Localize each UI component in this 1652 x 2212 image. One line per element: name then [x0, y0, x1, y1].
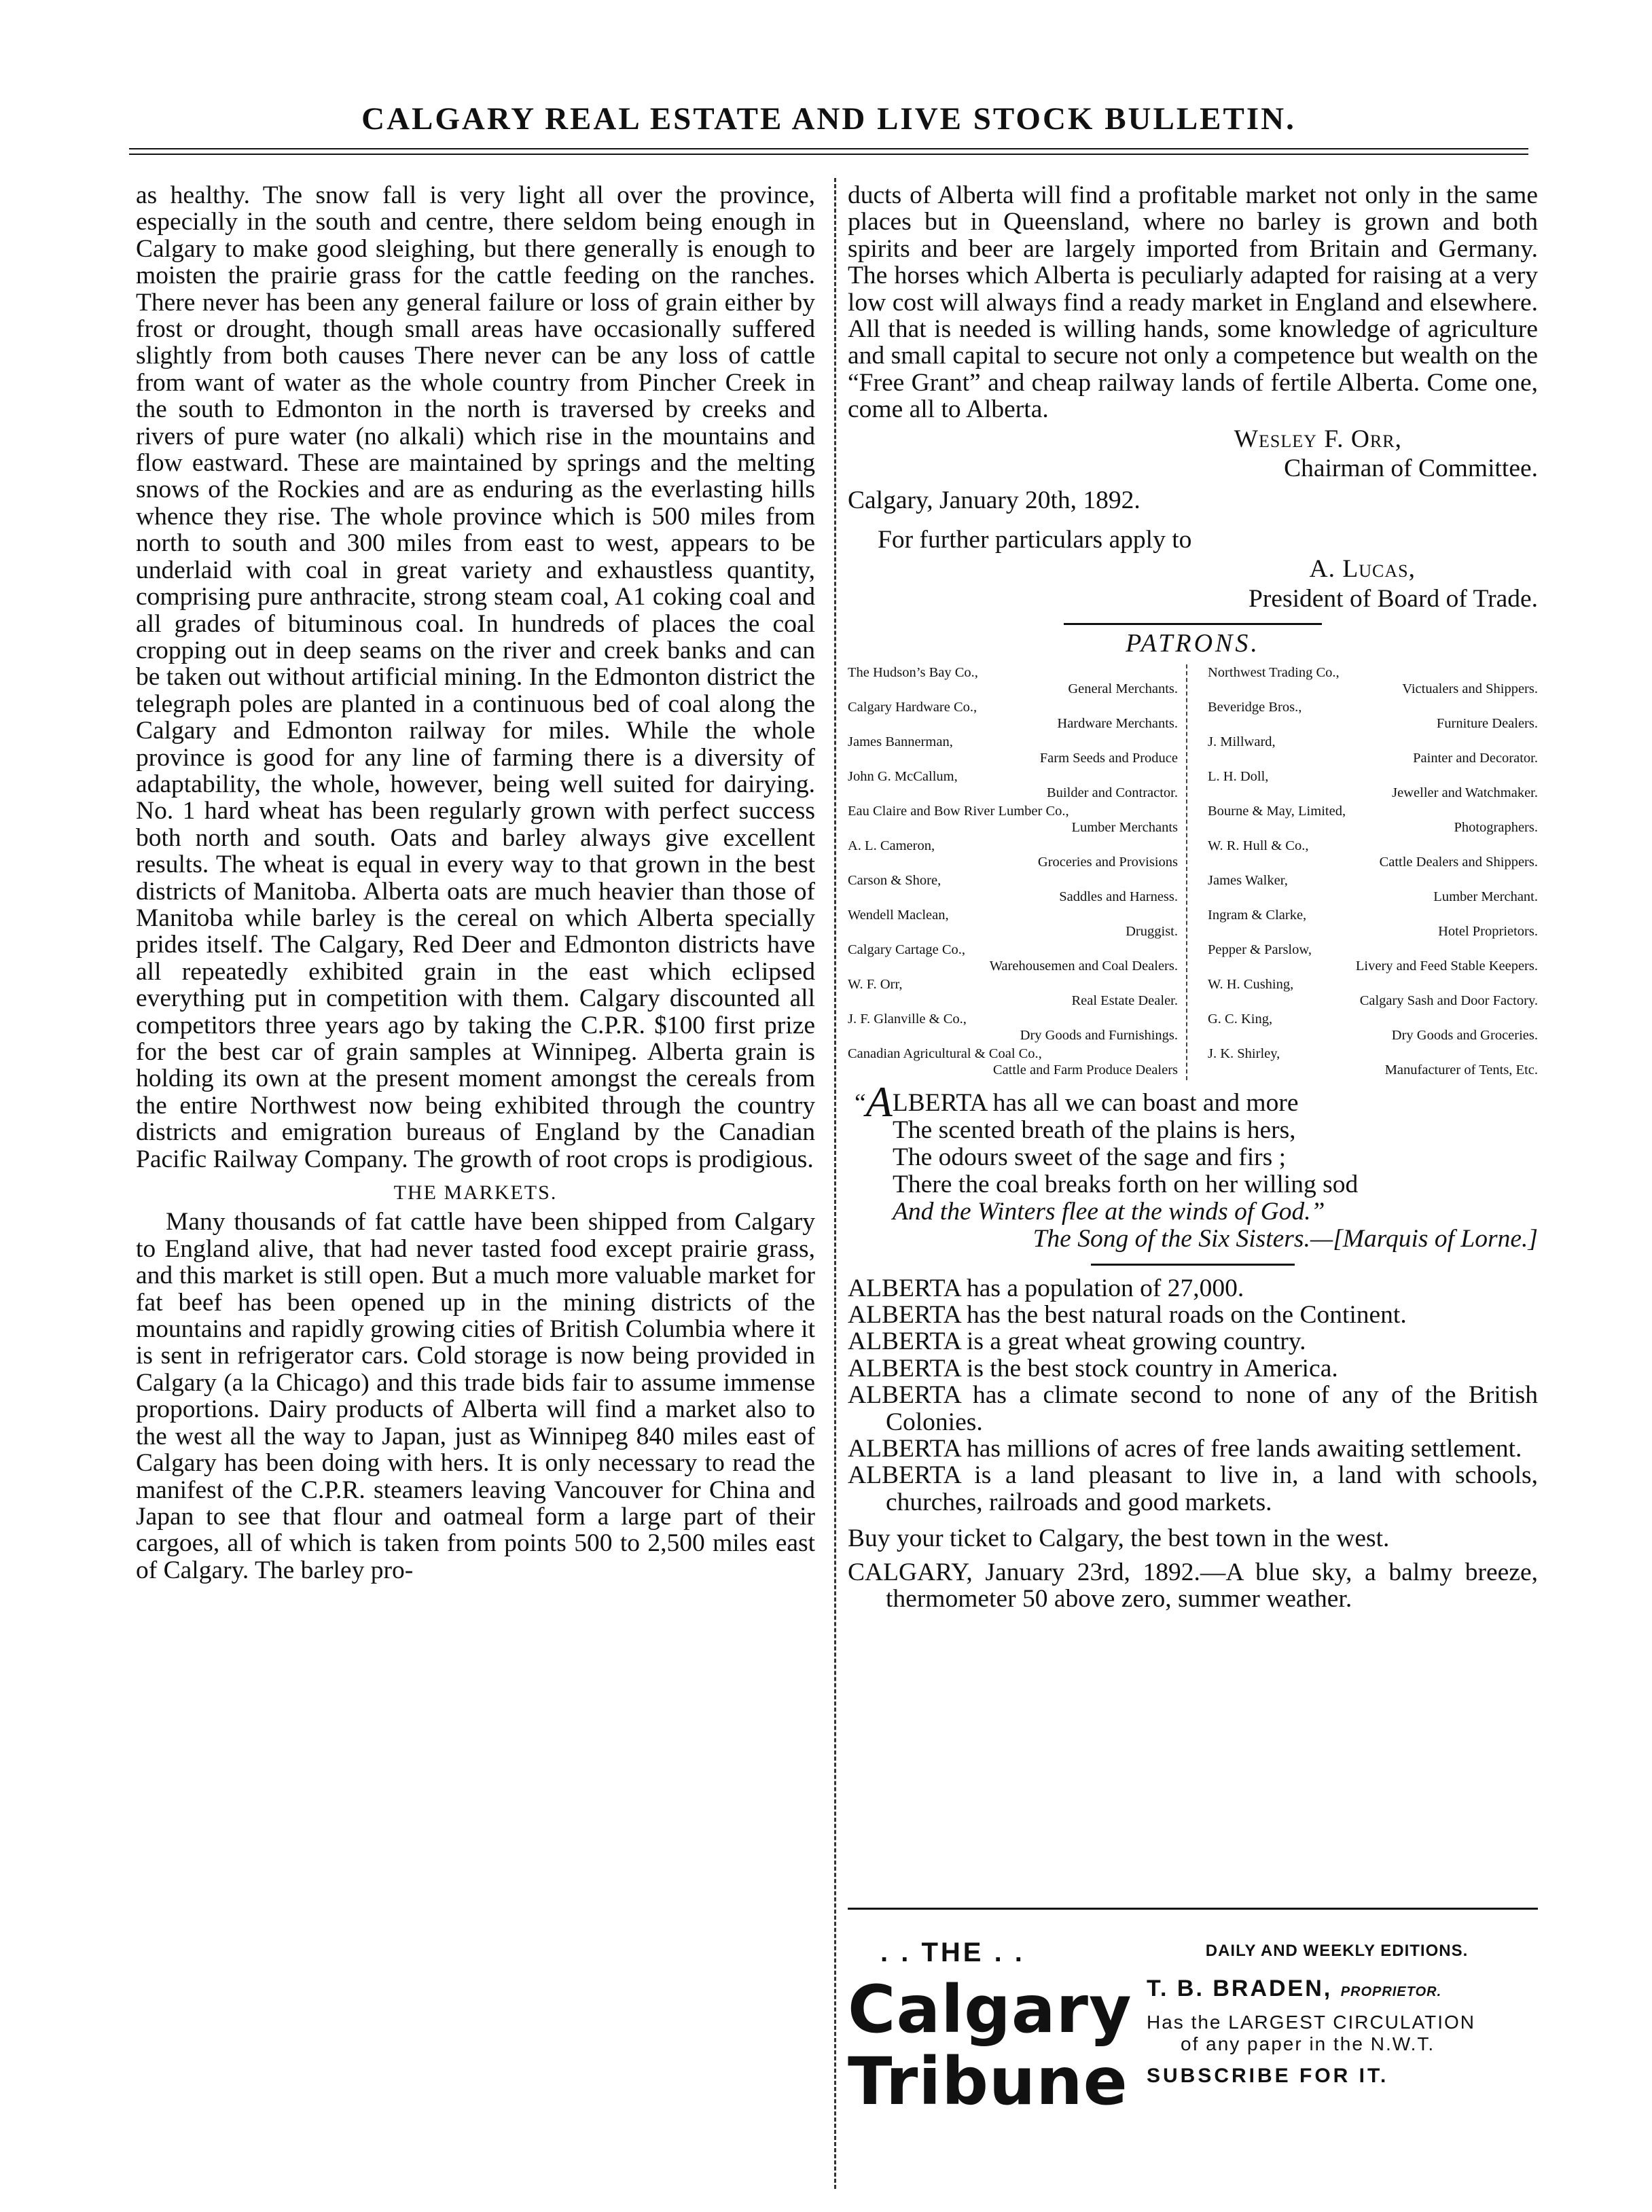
patron-entry	[848, 1046, 1178, 1079]
patron-entry	[848, 699, 1178, 732]
patron-name: J. F. Glanville & Co.,	[848, 1011, 967, 1027]
patron-entry	[1208, 664, 1538, 698]
patron-entry	[848, 942, 1178, 975]
patron-name: Calgary Cartage Co.,	[848, 942, 966, 957]
tribune-logo-line-1: Calgary	[848, 1972, 1132, 2048]
signer-title: Chairman of Committee.	[1284, 454, 1538, 483]
patron-name: Canadian Agricultural & Coal Co.,	[848, 1046, 1042, 1061]
patron-entry	[1208, 1011, 1538, 1044]
tribune-advertisement	[848, 1908, 1534, 2166]
patron-entry	[848, 838, 1178, 871]
fact-item: ALBERTA has the best natural roads on the Continent.	[848, 1300, 1407, 1329]
left-paragraph-1: as healthy. The snow fall is very light all over the province, especially in the south and centre, there seldom being enough in Calgary to make good sleighing, but there generally is enough to moisten the prairie grass for the cattle feeding on the ranches. There never has been any general failure or loss of grain either by frost or drought, though small areas have occasionally suffered slightly from both causes There never can be any loss of cattle from want of water as the whole country from Pincher Creek in the south to Edmonton in the north is traversed by creeks and rivers of pure water (no alkali) which rise in the mountains and flow eastward. These are maintained by springs and the melting snows of the Rockies and are as enduring as the everlasting hills whence they rise. The whole province which is 500 miles from north to south and 300 miles from east to west, appears to be underlaid with coal in great variety and exhaustless quantity, comprising pure anthracite, strong steam coal, A1 coking coal and all grades of bituminous coal. In hundreds of places the coal cropping out in deep seams on the river and creek banks and can be taken out without artificial mining. In the Edmonton district the telegraph poles are planted in a continuous bed of coal along the Calgary and Edmonton railway for miles. While the whole province is good for any line of farming there is a diversity of adaptability, the whole, however, being well suited for dairying. No. 1 hard wheat has been regularly grown with perfect success both north and south. Oats and barley always give excellent results. The wheat is equal in every way to that grown in the best districts of Manitoba. Alberta oats are much heavier than those of Manitoba while barley is the cereal on which Alberta specially prides itself. The Calgary, Red Deer and Edmonton districts have all repeatedly exhibited grain in the east which eclipsed everything put in competition with them. Calgary discounted all competitors three years ago by taking the C.P.R. $100 first prize for the best car of grain samples at Winnipeg. Alberta grain is holding its own at the present moment amongst the cereals from the entire Northwest now being exhibited through the country districts and emigration bureaus of England by the Canadian Pacific Railway Company. The growth of root crops is prodigious.	[136, 181, 815, 1173]
proprietor-title: PROPRIETOR.	[1340, 1984, 1442, 1999]
patron-description: General Merchants.	[1068, 681, 1178, 696]
patron-description: Photographers.	[1454, 820, 1538, 835]
patron-entry	[1208, 976, 1538, 1010]
patron-name: Bourne & May, Limited,	[1208, 803, 1346, 819]
patron-entry	[1208, 872, 1538, 906]
poem-line-3: The odours sweet of the sage and firs ;	[893, 1143, 1286, 1171]
patron-description: Farm Seeds and Produce	[1039, 751, 1178, 766]
poem-line-4: There the coal breaks forth on her willing sod	[893, 1170, 1359, 1198]
tribune-circulation-1: Has the LARGEST CIRCULATION	[1147, 2012, 1475, 2033]
patron-description: Lumber Merchants	[1071, 820, 1178, 835]
patron-name: John G. McCallum,	[848, 768, 958, 784]
patrons-right-column	[1208, 664, 1538, 1080]
patron-name: W. R. Hull & Co.,	[1208, 838, 1309, 853]
patrons-list	[848, 664, 1538, 1080]
patron-name: The Hudson’s Bay Co.,	[848, 664, 978, 680]
patron-description: Painter and Decorator.	[1413, 751, 1538, 766]
poem-line-1-text: LBERTA has all we can boast and more	[892, 1088, 1299, 1117]
patron-description: Livery and Feed Stable Keepers.	[1355, 959, 1538, 974]
poem-line-2: The scented breath of the plains is hers,	[893, 1116, 1296, 1144]
tribune-logo-line-2: Tribune	[848, 2044, 1128, 2120]
patron-name: W. H. Cushing,	[1208, 976, 1294, 992]
patron-description: Builder and Contractor.	[1047, 785, 1178, 800]
patron-description: Furniture Dealers.	[1436, 716, 1538, 731]
patron-entry	[848, 803, 1178, 836]
patron-description: Dry Goods and Groceries.	[1391, 1028, 1538, 1043]
poem-line-5: And the Winters flee at the winds of God.”	[893, 1197, 1325, 1226]
patron-description: Jeweller and Watchmaker.	[1392, 785, 1538, 800]
patron-name: James Walker,	[1208, 872, 1288, 888]
tribune-info	[1147, 1942, 1527, 2088]
contact-name: A. Lucas,	[1309, 555, 1416, 584]
patron-name: Wendell Maclean,	[848, 907, 949, 923]
patron-description: Real Estate Dealer.	[1071, 993, 1178, 1008]
patron-description: Calgary Sash and Door Factory.	[1359, 993, 1538, 1008]
left-paragraph-2: Many thousands of fat cattle have been shipped from Calgary to England alive, that had never tasted food except prairie grass, and this market is still open. But a much more valuable market for fat beef has been opened up in the mining districts of the mountains and rapidly growing cities of British Columbia where it is sent in refrigerator cars. Cold storage is now being provided in Calgary (a la Chicago) and this trade bids fair to assume immense proportions. Dairy products of Alberta will find a market also to the west all the way to Japan, just as Winnipeg 840 miles east of Calgary has been doing with hers. It is only necessary to read the manifest of the C.P.R. steamers leaving Vancouver for China and Japan to see that flour and oatmeal form a large part of their cargoes, all of which is taken from points 500 to 2,500 miles east of Calgary. The barley pro-	[136, 1208, 815, 1584]
patron-description: Warehousemen and Coal Dealers.	[989, 959, 1178, 974]
patron-name: G. C. King,	[1208, 1011, 1273, 1027]
patron-description: Victualers and Shippers.	[1402, 681, 1538, 696]
patron-entry	[848, 1011, 1178, 1044]
patron-entry	[848, 872, 1178, 906]
ticket-line: Buy your ticket to Calgary, the best town in the west.	[848, 1524, 1390, 1553]
alberta-facts	[848, 1275, 1538, 1613]
patron-entry	[1208, 803, 1538, 836]
patron-name: Calgary Hardware Co.,	[848, 699, 977, 715]
patron-name: A. L. Cameron,	[848, 838, 935, 853]
patrons-rule	[1064, 623, 1322, 625]
masthead: CALGARY REAL ESTATE AND LIVE STOCK BULLETIN.	[361, 101, 1296, 137]
patron-name: J. K. Shirley,	[1208, 1046, 1280, 1061]
facts-rule	[1091, 1264, 1295, 1266]
fact-item: ALBERTA is the best stock country in America.	[848, 1354, 1338, 1382]
patron-entry	[1208, 942, 1538, 975]
poem-attribution: The Song of the Six Sisters.—[Marquis of Lorne.]	[1032, 1224, 1538, 1253]
patron-name: J. Millward,	[1208, 734, 1276, 749]
patron-entry	[1208, 1046, 1538, 1079]
patron-description: Saddles and Harness.	[1059, 889, 1178, 904]
patron-entry	[1208, 734, 1538, 767]
patron-description: Cattle and Farm Produce Dealers	[992, 1063, 1178, 1077]
patron-name: Eau Claire and Bow River Lumber Co.,	[848, 803, 1069, 819]
tribune-the: . . THE . .	[880, 1938, 1025, 1967]
right-column	[848, 182, 1538, 1612]
weather-line: CALGARY, January 23rd, 1892.—A blue sky, a balmy breeze, thermometer 50 above zero, summer weather.	[848, 1558, 1538, 1613]
contact-title: President of Board of Trade.	[1249, 584, 1538, 613]
patron-name: Beveridge Bros.,	[1208, 699, 1302, 715]
tribune-proprietor	[1147, 1976, 1527, 2002]
fact-item: ALBERTA has a population of 27,000.	[848, 1274, 1244, 1302]
fact-item: ALBERTA has a climate second to none of any of the British Colonies.	[848, 1381, 1538, 1436]
patron-entry	[1208, 768, 1538, 802]
patron-name: Ingram & Clarke,	[1208, 907, 1307, 923]
poem	[848, 1077, 1538, 1253]
patrons-left-column	[848, 664, 1187, 1080]
proprietor-name: T. B. BRADEN,	[1147, 1976, 1333, 2001]
left-column	[136, 182, 815, 1584]
patron-entry	[848, 768, 1178, 802]
patron-description: Hardware Merchants.	[1057, 716, 1178, 731]
patron-name: James Bannerman,	[848, 734, 953, 749]
patron-description: Lumber Merchant.	[1433, 889, 1538, 904]
patron-description: Dry Goods and Furnishings.	[1020, 1028, 1178, 1043]
dateline: Calgary, January 20th, 1892.	[848, 486, 1141, 515]
markets-heading: THE MARKETS.	[393, 1181, 558, 1205]
patron-entry	[848, 664, 1178, 698]
poem-initial: A	[865, 1077, 893, 1126]
fact-item: ALBERTA has millions of acres of free lands awaiting settlement.	[848, 1434, 1522, 1463]
signer-name: Wesley F. Orr,	[1234, 425, 1402, 453]
patron-name: L. H. Doll,	[1208, 768, 1269, 784]
patron-entry	[1208, 838, 1538, 871]
ad-rule	[848, 1908, 1538, 1910]
patron-description: Groceries and Provisions	[1037, 855, 1178, 870]
patron-name: W. F. Orr,	[848, 976, 903, 992]
patron-entry	[848, 907, 1178, 940]
tribune-editions: DAILY AND WEEKLY EDITIONS.	[1205, 1942, 1469, 1960]
patron-entry	[1208, 699, 1538, 732]
patron-entry	[848, 976, 1178, 1010]
tribune-logo	[848, 1972, 1132, 2120]
patron-description: Manufacturer of Tents, Etc.	[1384, 1063, 1538, 1077]
tribune-circulation-2: of any paper in the N.W.T.	[1181, 2033, 1435, 2054]
patrons-title: PATRONS.	[1126, 629, 1260, 658]
tribune-subscribe: SUBSCRIBE FOR IT.	[1147, 2065, 1389, 2087]
poem-open-quote: “	[855, 1088, 866, 1117]
patron-entry	[848, 734, 1178, 767]
poem-line-1	[855, 1077, 1538, 1126]
masthead-rule	[129, 148, 1528, 155]
right-paragraph-1: ducts of Alberta will find a profitable market not only in the same places but in Queensland, where no barley is grown and both spirits and beer are largely imported from Britain and Germany. The horses which Alberta is peculiarly adapted for raising at a very low cost will always find a ready market in England and elsewhere. All that is needed is willing hands, some knowledge of agriculture and small capital to secure not only a competence but wealth on the “Free Grant” and cheap railway lands of fertile Alberta. Come one, come all to Alberta.	[848, 181, 1538, 424]
fact-item: ALBERTA is a land pleasant to live in, a land with schools, churches, railroads and good markets.	[848, 1461, 1538, 1516]
apply-line: For further particulars apply to	[878, 525, 1192, 554]
patron-entry	[1208, 907, 1538, 940]
fact-item: ALBERTA is a great wheat growing country.	[848, 1327, 1306, 1356]
patron-description: Hotel Proprietors.	[1438, 924, 1538, 939]
patron-name: Northwest Trading Co.,	[1208, 664, 1340, 680]
patron-name: Carson & Shore,	[848, 872, 941, 888]
patron-description: Cattle Dealers and Shippers.	[1379, 855, 1538, 870]
patron-name: Pepper & Parslow,	[1208, 942, 1312, 957]
column-divider	[834, 178, 836, 2189]
patron-description: Druggist.	[1126, 924, 1178, 939]
